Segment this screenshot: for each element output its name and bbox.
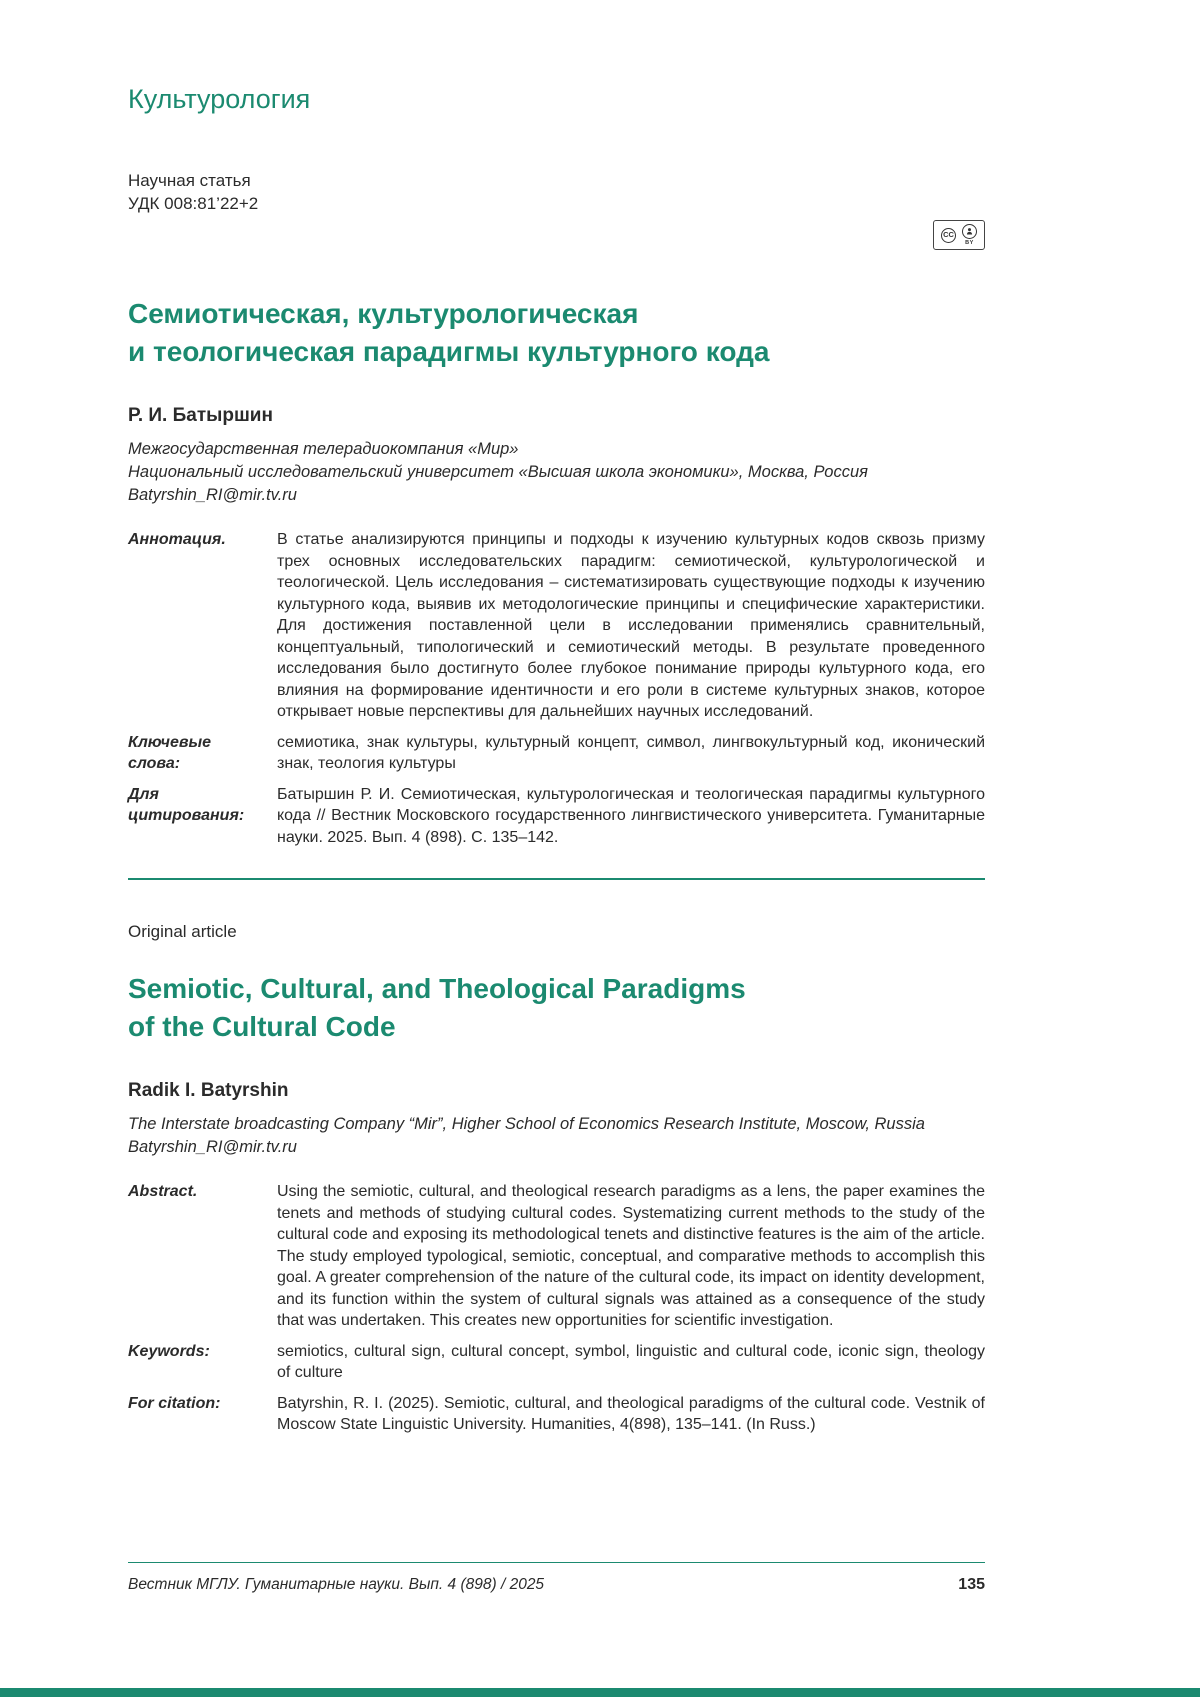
citation-label-en: For citation: <box>128 1394 221 1412</box>
article-type-en: Original article <box>128 922 237 942</box>
page-number: 135 <box>958 1576 985 1593</box>
article-meta-block <box>128 169 985 215</box>
abstract-text-ru: В статье анализируются принципы и подходы к изучению культурных кодов сквозь призму трех основных исследовательских парадигм: семиотической, культурологической и теологической. Цель исследования – систематизировать существующие подходы к изучению культурного кода, выявив их методологические принципы и специфические характеристики. Для достижения поставленной цели в исследовании применялись сравнительный, концептуальный, типологический и семиотический методы. В результате проведенного исследования было достигнуто более глубокое понимание природы культурного кода, его влияния на формирование идентичности и его роли в системе культурных знаков, которое открывает новые перспективы для дальнейших научных исследований. <box>277 531 985 721</box>
cc-icon: CC <box>941 228 956 243</box>
person-icon <box>962 224 977 239</box>
cc-by-label: BY <box>965 240 974 246</box>
article-title-en-line2: of the Cultural Code <box>128 1011 396 1043</box>
author-email-ru: Batyrshin_RI@mir.tv.ru <box>128 486 297 505</box>
article-title-en-line1: Semiotic, Cultural, and Theological Paradigms <box>128 973 746 1005</box>
keywords-block-en <box>128 1341 985 1384</box>
citation-label-ru: Для цитирования: <box>128 785 245 825</box>
abstract-block-ru <box>128 529 985 723</box>
citation-block-en <box>128 1393 985 1436</box>
page-content <box>128 0 985 1436</box>
affiliation-ru-line2: Национальный исследовательский университет «Высшая школа экономики», Москва, Россия <box>128 463 868 482</box>
affiliation-ru-line1: Межгосударственная телерадиокомпания «Мир» <box>128 440 519 459</box>
bottom-accent-bar <box>0 1688 1200 1697</box>
abstract-label-ru: Аннотация. <box>128 531 226 549</box>
abstract-text-en: Using the semiotic, cultural, and theological research paradigms as a lens, the paper examines the tenets and methods of studying cultural codes. Systematizing current methods to the study of the cultural code and exposing its methodological tenets and distinctive features is the aim of the article. The study employed typological, semiotic, conceptual, and comparative methods to accomplish this goal. A greater comprehension of the nature of the cultural code, its impact on identity development, and its function within the system of cultural signals was attained as a consequence of the study that was undertaken. This creates new opportunities for scientific investigation. <box>277 1183 985 1330</box>
keywords-text-ru: семиотика, знак культуры, культурный концепт, символ, лингвокультурный код, иконический знак, теология культуры <box>277 733 985 773</box>
keywords-label-en: Keywords: <box>128 1342 210 1360</box>
article-title-ru-line2: и теологическая парадигмы культурного кода <box>128 336 770 368</box>
keywords-text-en: semiotics, cultural sign, cultural concept, symbol, linguistic and cultural code, iconic sign, theology of culture <box>277 1342 985 1382</box>
author-name-ru: Р. И. Батыршин <box>128 405 273 427</box>
author-name-en: Radik I. Batyrshin <box>128 1080 289 1102</box>
abstract-label-en: Abstract. <box>128 1183 198 1201</box>
affiliation-block-en <box>128 1113 985 1159</box>
cc-by-icon <box>962 224 977 246</box>
article-title-ru-line1: Семиотическая, культурологическая <box>128 298 639 330</box>
cc-by-license-badge <box>933 220 985 250</box>
article-title-ru <box>128 295 985 371</box>
section-divider-rule <box>128 878 985 880</box>
author-email-en: Batyrshin_RI@mir.tv.ru <box>128 1138 297 1157</box>
journal-section-heading: Культурология <box>128 84 311 114</box>
abstract-block-en <box>128 1181 985 1332</box>
page-footer <box>128 1562 985 1594</box>
keywords-label-ru: Ключевые слова: <box>128 733 212 773</box>
affiliation-block-ru <box>128 438 985 507</box>
citation-block-ru <box>128 784 985 849</box>
affiliation-en-line1: The Interstate broadcasting Company “Mir”, Higher School of Economics Research Institute, Moscow, Russia <box>128 1115 925 1134</box>
citation-text-en: Batyrshin, R. I. (2025). Semiotic, cultural, and theological paradigms of the cultural code. Vestnik of Moscow State Linguistic University. Humanities, 4(898), 135–141. (In Russ.) <box>277 1394 985 1434</box>
article-type-ru: Научная статья <box>128 171 251 191</box>
citation-text-ru: Батыршин Р. И. Семиотическая, культурологическая и теологическая парадигмы культурного кода // Вестник Московского государственного лингвистического университета. Гуманитарные науки. 2025. Вып. 4 (898). С. 135–142. <box>277 785 985 846</box>
keywords-block-ru <box>128 732 985 775</box>
udc-number: УДК 008:81’22+2 <box>128 194 259 214</box>
article-title-en <box>128 970 985 1046</box>
footer-journal-info: Вестник МГЛУ. Гуманитарные науки. Вып. 4 (898) / 2025 <box>128 1576 545 1593</box>
